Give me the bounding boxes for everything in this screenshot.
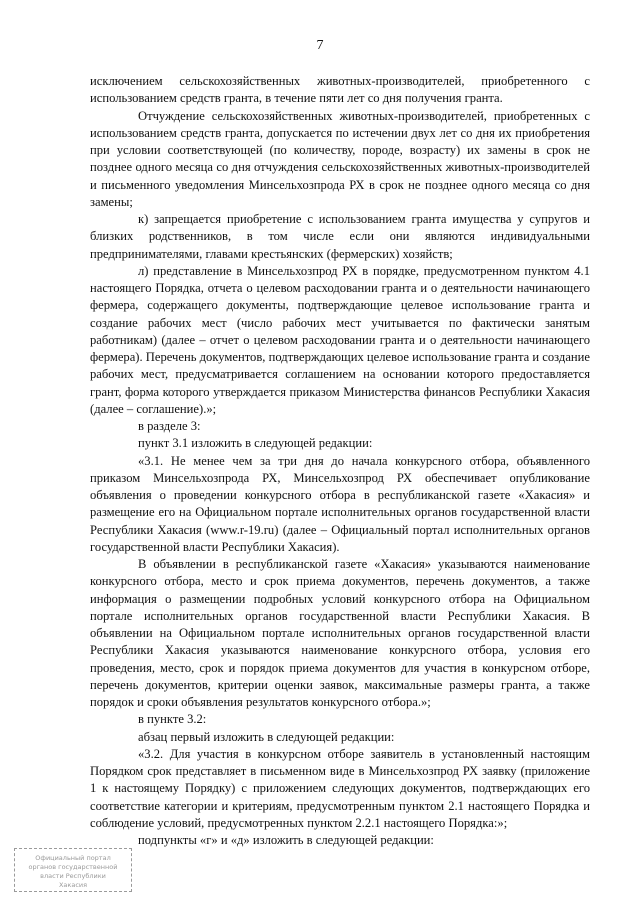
paragraph: абзац первый изложить в следующей редакции: xyxy=(138,729,395,744)
paragraph: пункт 3.1 изложить в следующей редакции: xyxy=(138,436,373,451)
paragraph: «3.2. Для участия в конкурсном отборе заявитель в установленный настоящим Порядком срок представляет в письменном виде в Минсельхозпрод РХ заявку (приложение 1 к настоящему Порядку) с приложением следующих документов, подтверждающих его соответствие категории и критериям, предусмотренным пунктом 2.1 настоящего Порядка и соблюдение условий, предусмотренных пунктом 2.2.1 настоящего Порядка:»; xyxy=(90,746,590,830)
paragraph: к) запрещается приобретение с использованием гранта имущества у супругов и близких родственников, в том числе если они являются индивидуальными предпринимателями, главами крестьянских (фермерских) хозяйств; xyxy=(90,212,590,261)
paragraph: подпункты «г» и «д» изложить в следующей редакции: xyxy=(138,833,434,847)
page-number: 7 xyxy=(316,38,324,53)
stamp-line: Официальный портал xyxy=(35,854,111,862)
stamp-line: власти Республики xyxy=(40,872,106,880)
document-body xyxy=(90,73,590,849)
paragraph: в разделе 3: xyxy=(138,419,201,433)
paragraph: Отчуждение сельскохозяйственных животных-производителей, приобретенных с использованием средств гранта, допускается по истечении двух лет со дня их приобретения при условии соответствующей (по количеству, породе, возрасту) их замены в срок не позднее одного месяца со дня отчуждения сельскохозяйственных животных-производителей и письменного уведомления Минсельхозпрода РХ в срок не позднее одного месяца со дня замены; xyxy=(90,108,590,209)
paragraph: в пункте 3.2: xyxy=(138,712,207,727)
stamp-line: Хакасия xyxy=(58,881,88,889)
stamp xyxy=(14,848,132,892)
paragraph: л) представление в Минсельхозпрод РХ в порядке, предусмотренном пунктом 4.1 настоящего Порядка, отчета о целевом расходовании гранта и о деятельности начинающего фермера, содержащего документы, подтверждающие целевое использование гранта и создание рабочих мест (число рабочих мест учитывается по фактически занятым работникам) (далее – отчет о целевом расходовании гранта и о деятельности начинающего фермера). Перечень документов, подтверждающих целевое использование гранта и создание рабочих мест, предусматривается соглашением на основании которого предоставляется грант, форма которого утверждается приказом Министерства финансов Республики Хакасия (далее – соглашение).»; xyxy=(90,263,590,416)
stamp-line: органов государственной xyxy=(28,863,118,871)
paragraph: «3.1. Не менее чем за три дня до начала конкурсного отбора, объявленного приказом Минсельхозпрода РХ, Минсельхозпрод РХ обеспечивает опубликование объявления о проведении конкурсного отбора в республиканской газете «Хакасия» и размещение его на Официальном портале исполнительных органов государственной власти Республики Хакасия (www.r-19.ru) (далее – Официальный портал исполнительных органов государственной власти Республики Хакасия). xyxy=(90,453,590,554)
paragraph: В объявлении в республиканской газете «Хакасия» указываются наименование конкурсного отбора, место и срок приема документов, перечень документов, а также информация о размещении подробных условий конкурсного отбора на Официальном портале исполнительных органов государственной власти Республики Хакасия. В объявлении на Официальном портале исполнительных органов государственной власти Республики Хакасия указываются наименование конкурсного отбора, условия его проведения, место, срок и порядок приема документов для участия в конкурсном отборе, перечень документов, критерии оценки заявок, максимальные размеры гранта, а также порядок и сроки объявления результатов конкурсного отбора.»; xyxy=(90,557,590,709)
paragraph: исключением сельскохозяйственных животных-производителей, приобретенного с использованием средств гранта, в течение пяти лет со дня получения гранта. xyxy=(90,74,590,106)
